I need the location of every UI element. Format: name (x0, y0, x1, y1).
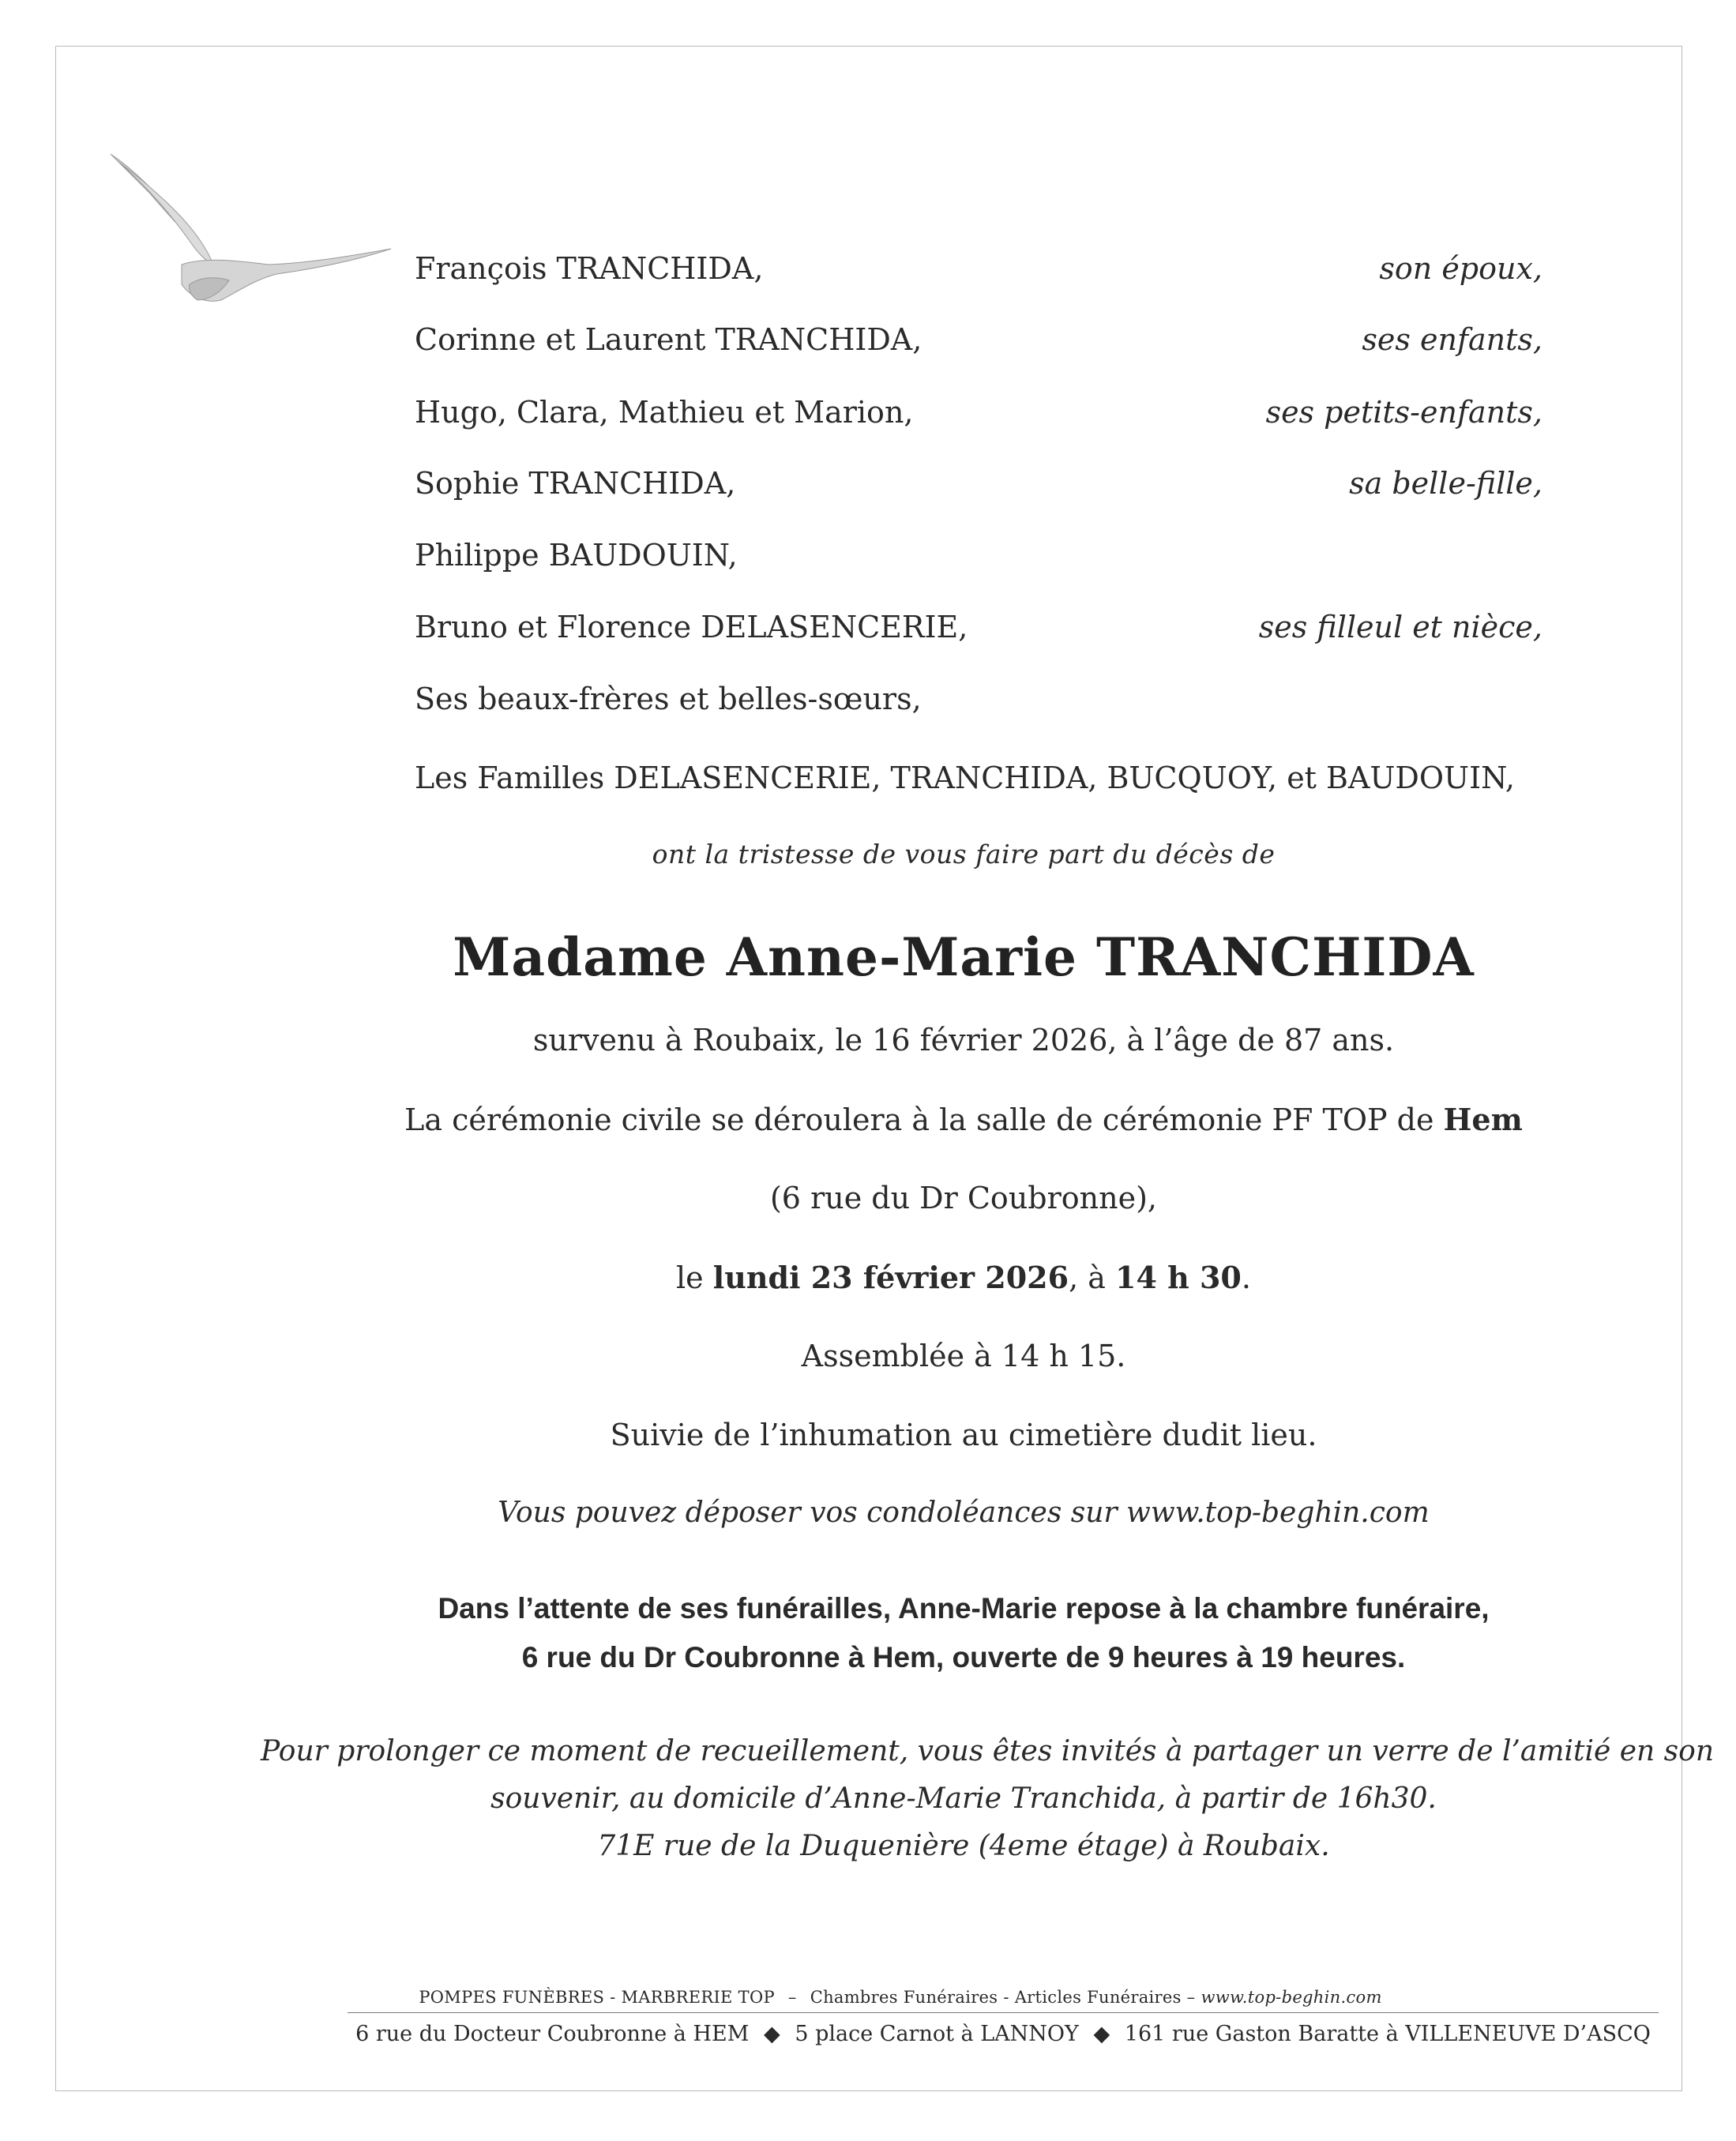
family-row (415, 754, 1542, 802)
family-row (415, 245, 1542, 292)
family-name: François TRANCHIDA, (415, 251, 764, 286)
footer-company-line (348, 1988, 1453, 2007)
intro-text: ont la tristesse de vous faire part du décès de (652, 839, 1276, 870)
family-row (415, 460, 1542, 507)
footer-company: POMPES FUNÈBRES - MARBRERIE TOP (419, 1988, 775, 2007)
family-role: sa belle-fille, (1349, 466, 1542, 501)
family-row (415, 316, 1542, 363)
footer-services: Chambres Funéraires - Articles Funéraires – (810, 1988, 1196, 2007)
notice-line: Dans l’attente de ses funérailles, Anne-Marie repose à la chambre funéraire, (438, 1592, 1490, 1625)
family-row (415, 675, 1542, 723)
date-prefix: le (676, 1260, 704, 1295)
invitation-line: Pour prolonger ce moment de recueillement, vous êtes invités à partager un verre de l’amitié en son (261, 1735, 1715, 1767)
family-row (415, 389, 1542, 436)
footer-address: 5 place Carnot à LANNOY (795, 2022, 1079, 2046)
family-name: Philippe BAUDOUIN, (415, 538, 738, 573)
funeral-home-notice (261, 1584, 1666, 1682)
diamond-icon: ◆ (1093, 2022, 1110, 2046)
family-role: son époux, (1379, 251, 1542, 286)
condolences-line: Vous pouvez déposer vos condoléances sur www.top-beghin.com (498, 1497, 1430, 1529)
invitation-line: souvenir, au domicile d’Anne-Marie Tranchida, à partir de 16h30. (490, 1782, 1437, 1815)
ceremony-time: 14 h 30 (1115, 1260, 1242, 1295)
ceremony-date: lundi 23 février 2026 (712, 1260, 1069, 1295)
date-line (261, 1260, 1666, 1295)
date-suffix: . (1241, 1260, 1251, 1295)
footer-address: 6 rue du Docteur Coubronne à HEM (355, 2022, 750, 2046)
footer-addresses (348, 2022, 1659, 2046)
footer-dash: – (787, 1988, 797, 2007)
death-line: survenu à Roubaix, le 16 février 2026, à l’âge de 87 ans. (532, 1023, 1395, 1057)
notice-line: 6 rue du Dr Coubronne à Hem, ouverte de 9 heures à 19 heures. (521, 1641, 1406, 1673)
family-role: ses enfants, (1362, 322, 1542, 357)
family-row (415, 531, 1542, 579)
diamond-icon: ◆ (763, 2022, 780, 2046)
footer-divider (348, 2012, 1659, 2013)
footer-website: www.top-beghin.com (1201, 1988, 1382, 2007)
burial-line: Suivie de l’inhumation au cimetière dudit lieu. (610, 1418, 1317, 1452)
family-name: Corinne et Laurent TRANCHIDA, (415, 322, 922, 357)
dove-icon (103, 146, 395, 312)
ceremony-text: La cérémonie civile se déroulera à la salle de cérémonie PF TOP de (404, 1102, 1434, 1137)
family-name: Bruno et Florence DELASENCERIE, (415, 610, 968, 644)
family-role: ses filleul et nièce, (1258, 610, 1542, 644)
deceased-name: Madame Anne-Marie TRANCHIDA (453, 926, 1475, 988)
ceremony-line (261, 1102, 1666, 1137)
family-name: Hugo, Clara, Mathieu et Marion, (415, 395, 914, 430)
family-row (415, 603, 1542, 651)
family-name: Les Familles DELASENCERIE, TRANCHIDA, BUCQUOY, et BAUDOUIN, (415, 761, 1515, 795)
invitation-line: 71E rue de la Duquenière (4eme étage) à Roubaix. (597, 1830, 1330, 1862)
invitation (261, 1728, 1715, 1870)
ceremony-address: (6 rue du Dr Coubronne), (769, 1181, 1157, 1215)
family-role: ses petits-enfants, (1265, 395, 1542, 430)
family-name: Ses beaux-frères et belles-sœurs, (415, 682, 922, 716)
footer-address: 161 rue Gaston Baratte à VILLENEUVE D’ASCQ (1124, 2022, 1651, 2046)
assembly-line: Assemblée à 14 h 15. (801, 1339, 1126, 1373)
ceremony-place: Hem (1443, 1102, 1523, 1137)
family-name: Sophie TRANCHIDA, (415, 466, 736, 501)
date-mid: , à (1069, 1260, 1106, 1295)
